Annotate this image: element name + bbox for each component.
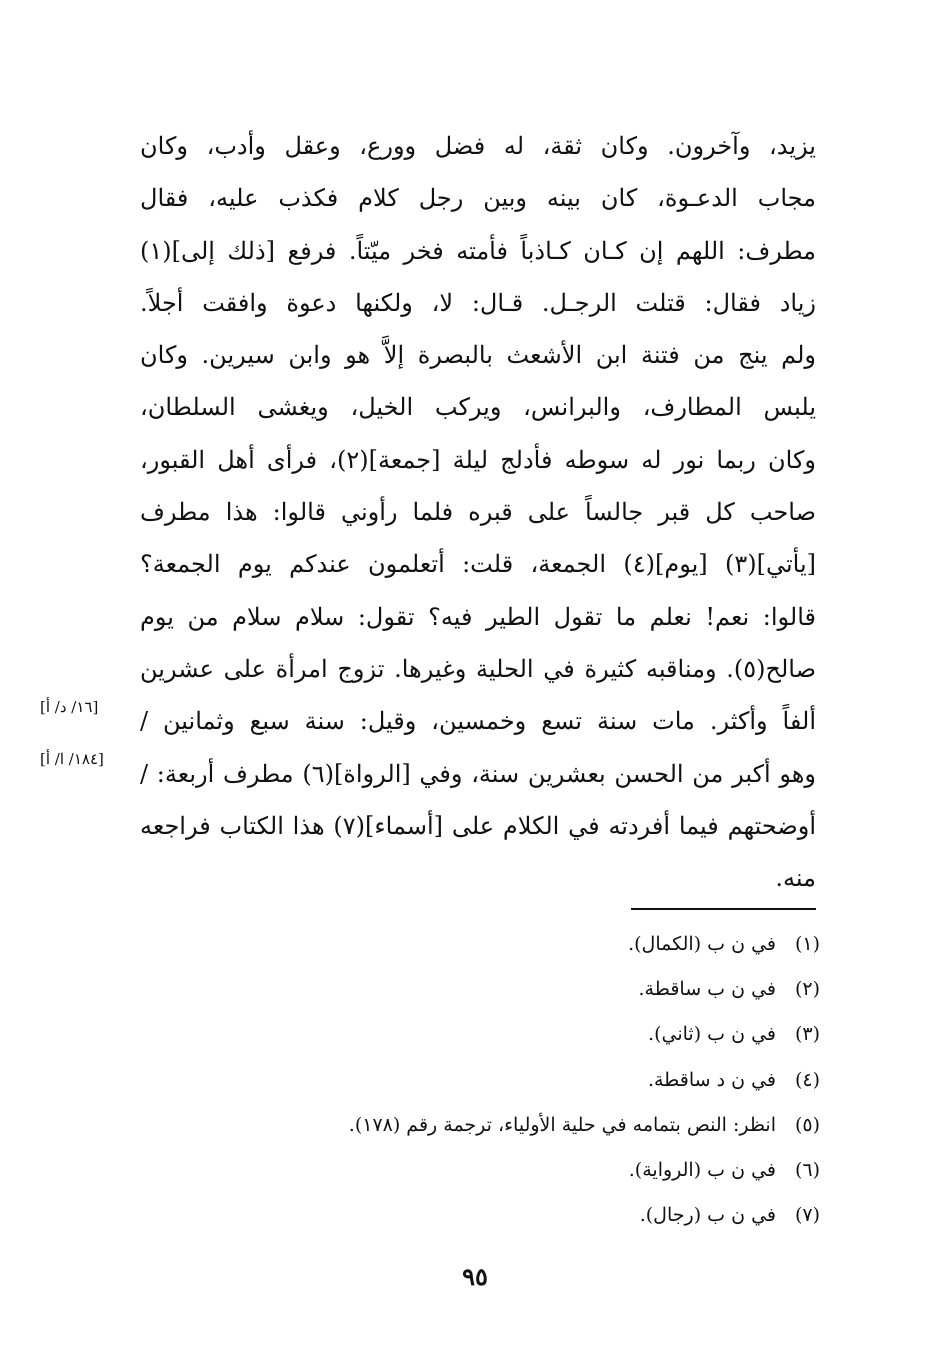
footnote bbox=[200, 967, 820, 1012]
footnote-text: في ن ب (ثاني). bbox=[648, 1023, 776, 1046]
text-line: ألفاً وأكثر. مات سنة تسع وخمسين، وقيل: سنة سبع وثمانين / bbox=[140, 707, 816, 736]
text-line: ولم ينج من فتنة ابن الأشعث بالبصرة إلاَّ هو وابن سيرين. وكان bbox=[140, 341, 816, 370]
text-line: زياد فقال: قتلت الرجـل. قـال: لا، ولكنها دعوة وافقت أجلاً. bbox=[140, 288, 816, 317]
margin-reference: [١٦/ د/ أ] bbox=[40, 698, 99, 716]
page-number: ٩٥ bbox=[462, 1262, 488, 1291]
text-line: وهو أكبر من الحسن بعشرين سنة، وفي [الرواة](٦) مطرف أربعة: / bbox=[140, 759, 817, 788]
footnote-text: في ن ب (رجال). bbox=[639, 1204, 776, 1227]
text-line: مطرف: اللهم إن كـان كـاذباً فأمته فخر ميّتاً. فرفع [ذلك إلى](١) bbox=[140, 236, 816, 265]
text-line: وكان ربما نور له سوطه فأدلج ليلة [جمعة](٢)، فرأى أهل القبور، bbox=[140, 445, 816, 474]
text-line: أوضحتهم فيما أفردته في الكلام على [أسماء](٧) هذا الكتاب فراجعه bbox=[140, 811, 816, 840]
footnote bbox=[200, 1012, 820, 1057]
text-line: قالوا: نعم! نعلم ما تقول الطير فيه؟ تقول: سلام سلام من يوم bbox=[140, 602, 816, 631]
footnote bbox=[200, 1193, 820, 1238]
margin-reference: [١٨٤/ ا/ أ] bbox=[40, 750, 104, 768]
footnote-number: (٢) bbox=[794, 978, 820, 1001]
footnote-separator bbox=[631, 908, 816, 910]
footnote-number: (٣) bbox=[794, 1023, 820, 1046]
text-line: يزيد، وآخرون. وكان ثقة، له فضل وورع، وعقل وأدب، وكان bbox=[140, 132, 816, 160]
text-line: [يأتي](٣) [يوم](٤) الجمعة، قلت: أتعلمون عندكم يوم الجمعة؟ bbox=[140, 550, 816, 579]
text-line: مجاب الدعـوة، كان بينه وبين رجل كلام فكذب عليه، فقال bbox=[140, 184, 816, 213]
footnote bbox=[200, 1148, 820, 1193]
footnote-text: في ن د ساقطة. bbox=[647, 1068, 776, 1091]
footnote-number: (٦) bbox=[794, 1158, 820, 1181]
text-line: صاحب كل قبر جالساً على قبره فلما رأوني قالوا: هذا مطرف bbox=[140, 498, 816, 527]
footnote-text: في ن ب (الكمال). bbox=[628, 933, 776, 955]
text-line: منه. bbox=[775, 864, 816, 893]
text-line: صالح(٥). ومناقبه كثيرة في الحلية وغيرها. تزوج امرأة على عشرين bbox=[140, 654, 816, 683]
footnote-text: في ن ب (الرواية). bbox=[628, 1158, 776, 1181]
footnote-text: انظر: النص بتمامه في حلية الأولياء، ترجمة رقم (١٧٨). bbox=[348, 1113, 776, 1136]
main-text-block bbox=[140, 120, 816, 904]
footnote bbox=[200, 1058, 820, 1103]
footnote bbox=[200, 1103, 820, 1148]
footnote bbox=[200, 922, 820, 967]
footnote-number: (١) bbox=[794, 933, 820, 955]
footnote-text: في ن ب ساقطة. bbox=[638, 978, 776, 1001]
footnotes-list bbox=[200, 922, 820, 1238]
text-line: يلبس المطارف، والبرانس، ويركب الخيل، ويغشى السلطان، bbox=[140, 393, 816, 422]
footnote-number: (٥) bbox=[794, 1113, 820, 1136]
footnote-number: (٧) bbox=[794, 1204, 820, 1227]
footnote-number: (٤) bbox=[794, 1068, 820, 1091]
